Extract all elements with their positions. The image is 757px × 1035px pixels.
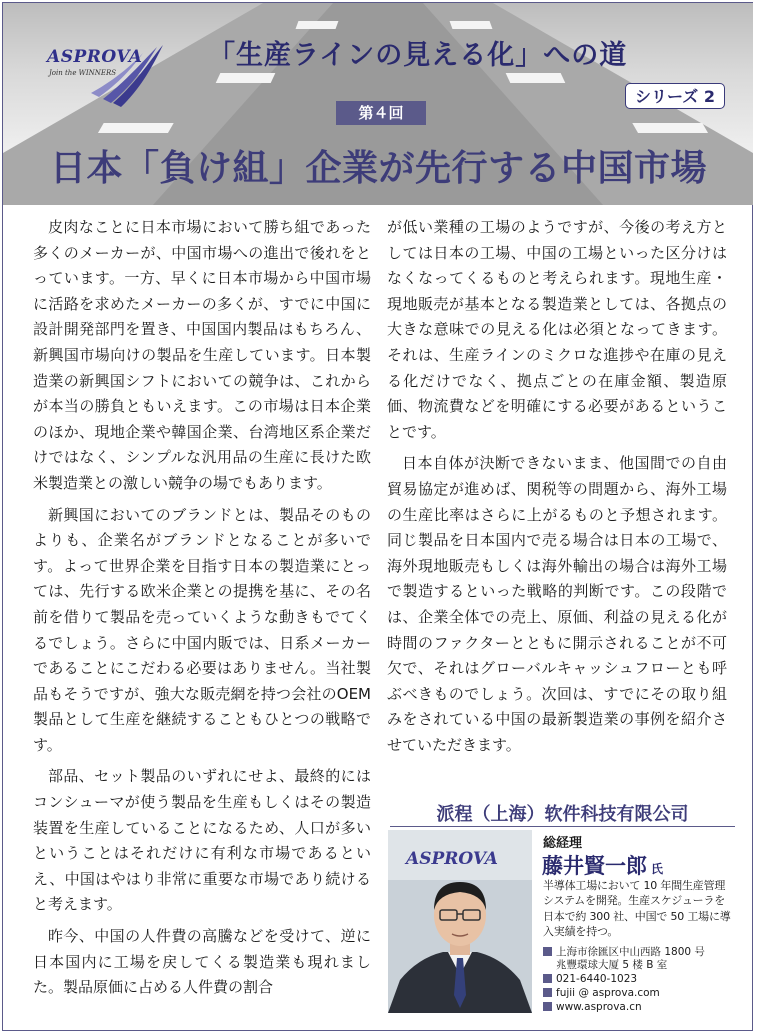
article-column-left	[33, 215, 371, 1007]
address-line-2: 兆豐環球大厦 5 楼 B 室	[556, 959, 668, 971]
website-url: www.asprova.cn	[556, 1001, 642, 1013]
contact-email	[543, 987, 735, 1000]
person-name-text: 藤井賢一郎	[542, 854, 647, 878]
series-title: 「生産ラインの見える化」への道	[208, 40, 628, 71]
website-icon	[543, 1002, 552, 1011]
logo-tagline: Join the WINNERS	[49, 69, 117, 77]
email-address: fujii @ asprova.com	[556, 987, 660, 999]
phone-icon	[543, 974, 552, 983]
contact-website	[543, 1001, 735, 1014]
profile-divider	[390, 826, 735, 827]
author-photo	[388, 830, 532, 1013]
paragraph: 日本自体が決断できないまま、他国間での自由貿易協定が進めば、関税等の問題から、海外工場の生産比率はさらに上がるものと予想されます。同じ製品を日本国内で売る場合は日本の工場で、海外現地販売もしくは海外輸出の場合は海外工場で製造するといった戦略的判断です。この段階では、企業全体での売上、原価、利益の見える化が時間のファクターとともに開示されることが不可欠で、それはグローバルキャッシュフローとも呼ぶべきものでしょう。次回は、すでにその取り組みをされている中国の最新製造業の事例を紹介させていただきます。	[387, 454, 727, 754]
address-line-1: 上海市徐匯区中山西路 1800 号	[556, 946, 705, 958]
paragraph: 新興国においてのブランドとは、製品そのものよりも、企業名がブランドとなることが多いです。よって世界企業を目指す日本の製造業にとっては、先行する欧米企業との提携を基に、その名前を借りて製品を売っていくような動きもでてくるでしょう。さらに中国内販では、日系メーカーであることにこだわる必要はありません。当社製品もそうですが、強大な販売網を持つ会社のOEM製品として生産を継続することもひとつの戦略です。	[33, 505, 371, 754]
paragraph: 皮肉なことに日本市場において勝ち組であった多くのメーカーが、中国市場への進出で後れをとっています。一方、早くに日本市場から中国市場に活路を求めたメーカーの多くが、すでに中国に設計開発部門を置き、中国国内製品はもちろん、新興国市場向けの製品を生産しています。日本製造業の新興国シフトにおいての競争は、これからが本当の勝負ともいえます。この市場は日本企業のほか、現地企業や韓国企業、台湾地区系企業だけではなく、シンプルな汎用品の生産に長けた欧米製造業との激しい競争の場でもあります。	[33, 218, 371, 492]
person-name	[542, 850, 663, 880]
contact-address	[543, 946, 735, 972]
portrait-illustration	[388, 830, 532, 1013]
phone-number: 021-6440-1023	[556, 973, 638, 985]
contact-phone	[543, 973, 735, 986]
person-honorific: 氏	[651, 862, 664, 876]
paragraph: 部品、セット製品のいずれにせよ、最終的にはコンシューマが使う製品を生産もしくはその製造装置を生産していることになるため、人口が多いということはそれだけに有利な市場であるといえ、中国はやはり非常に重要な市場であり続けると考えます。	[33, 767, 371, 914]
email-icon	[543, 988, 552, 997]
photo-logo-text: ASPROVA	[406, 849, 498, 869]
address-icon	[543, 947, 552, 956]
person-title: 総経理	[543, 836, 583, 851]
series-badge: シリーズ 2	[625, 83, 725, 109]
company-name: 派程（上海）软件科技有限公司	[436, 804, 689, 825]
article-column-right	[387, 215, 727, 764]
person-bio: 半導体工場において 10 年間生産管理システムを開発。生産スケジューラを日本で約 300 社、中国で 50 工場に導入実績を持つ。	[543, 879, 731, 938]
paragraph: が低い業種の工場のようですが、今後の考え方としては日本の工場、中国の工場といった区分けはなくなってくるものと考えられます。現地生産・現地販売が基本となる製造業としては、各拠点の大きな意味での見える化は必須となってきます。それは、生産ラインのミクロな進捗や在庫の見える化だけでなく、拠点ごとの在庫金額、製造原価、物流費などを明確にする必要があるということです。	[387, 218, 727, 441]
article-headline: 日本「負け組」企業が先行する中国市場	[49, 148, 707, 189]
paragraph: 昨今、中国の人件費の高騰などを受けて、逆に日本国内に工場を戻してくる製造業も現れました。製品原価に占める人件費の割合	[33, 927, 371, 997]
episode-label: 第４回	[336, 101, 426, 125]
asprova-logo-text: ASPROVA	[47, 47, 143, 67]
